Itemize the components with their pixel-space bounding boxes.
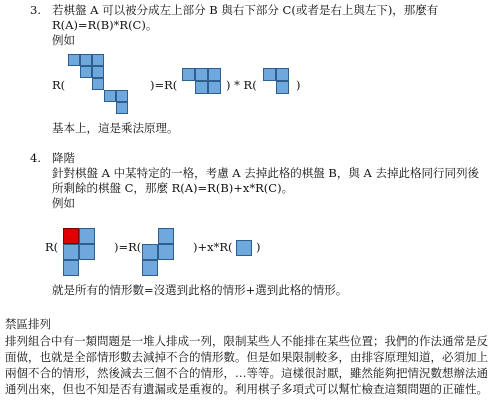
board-cell: [116, 102, 128, 114]
item3-line1: 若棋盤 A 可以被分成左上部分 B 與右下部分 C(或者是右上與左下)，那麼有: [52, 3, 439, 17]
item3-board-c: [263, 68, 291, 96]
board-cell: [208, 68, 221, 81]
board-cell: [80, 54, 92, 66]
board-cell: [80, 66, 92, 78]
board-cell: [92, 66, 104, 78]
item4-formula-close: ): [256, 240, 261, 254]
board-cell: [79, 228, 95, 244]
board-cell: [79, 244, 95, 260]
board-cell: [142, 244, 158, 260]
item3-formula-close: ): [296, 78, 301, 92]
board-cell: [142, 260, 158, 276]
item4-conclusion: 就是所有的情形數=沒選到此格的情形+選到此格的情形。: [52, 283, 348, 297]
board-cell: [276, 68, 289, 81]
item3-board-b: [182, 68, 222, 96]
section-heading: 禁區排列: [5, 317, 51, 331]
item3-formula-eq: )=R(: [150, 78, 178, 92]
item3-formula-r-open: R(: [52, 78, 66, 92]
item4-line1: 針對棋盤 A 中某特定的一格，考慮 A 去掉此格的棋盤 B，與 A 去掉此格同行同列後: [52, 166, 479, 180]
board-cell: [263, 68, 276, 81]
board-cell: [276, 81, 289, 94]
board-cell: [116, 90, 128, 102]
item4-board-c: [236, 240, 252, 256]
item4-formula-plus: )+x*R(: [193, 240, 233, 254]
board-cell: [158, 244, 174, 260]
board-cell: [158, 228, 174, 244]
board-cell: [195, 81, 208, 94]
item4-board-b: [142, 228, 190, 276]
board-cell: [236, 240, 252, 256]
item4-example-label: 例如: [52, 196, 75, 210]
board-cell: [182, 68, 195, 81]
board-cell: [63, 260, 79, 276]
item3-line2: R(A)=R(B)*R(C)。: [52, 18, 158, 32]
item3-board-a: [68, 54, 108, 118]
board-cell: [92, 54, 104, 66]
board-cell: [195, 68, 208, 81]
item3-number: 3.: [30, 3, 41, 17]
section-paragraph: 排列組合中有一類問題是一堆人排成一列，限制某些人不能排在某些位置；我們的作法通常是反面做，也就是全部情形數去減掉不合的情形數。但是如果限制較多，由排容原理知道，必須加上兩個不合的情形，然後減去三個不合的情形，…等等。這樣很討厭，雖然能夠把情況數想辦法通通列出來，但也不知是否有遺漏或是重複的。利用棋子多項式可以幫忙檢查這類問題的正確性。: [5, 334, 488, 396]
board-cell: [104, 90, 116, 102]
board-cell: [208, 81, 221, 94]
board-cell-selected: [63, 228, 79, 244]
item4-formula-eq: )=R(: [114, 240, 142, 254]
item4-number: 4.: [30, 151, 41, 165]
item4-formula-r-open: R(: [45, 240, 59, 254]
board-cell: [63, 244, 79, 260]
item3-conclusion: 基本上，這是乘法原理。: [52, 121, 179, 135]
item4-board-a: [63, 228, 111, 276]
board-cell: [92, 78, 104, 90]
board-cell: [68, 54, 80, 66]
item3-formula-times: ) * R(: [226, 78, 257, 92]
item4-title: 降階: [52, 151, 75, 165]
item4-line2: 所剩餘的棋盤 C，那麼 R(A)=R(B)+x*R(C)。: [52, 181, 294, 195]
item3-example-label: 例如: [52, 33, 75, 47]
